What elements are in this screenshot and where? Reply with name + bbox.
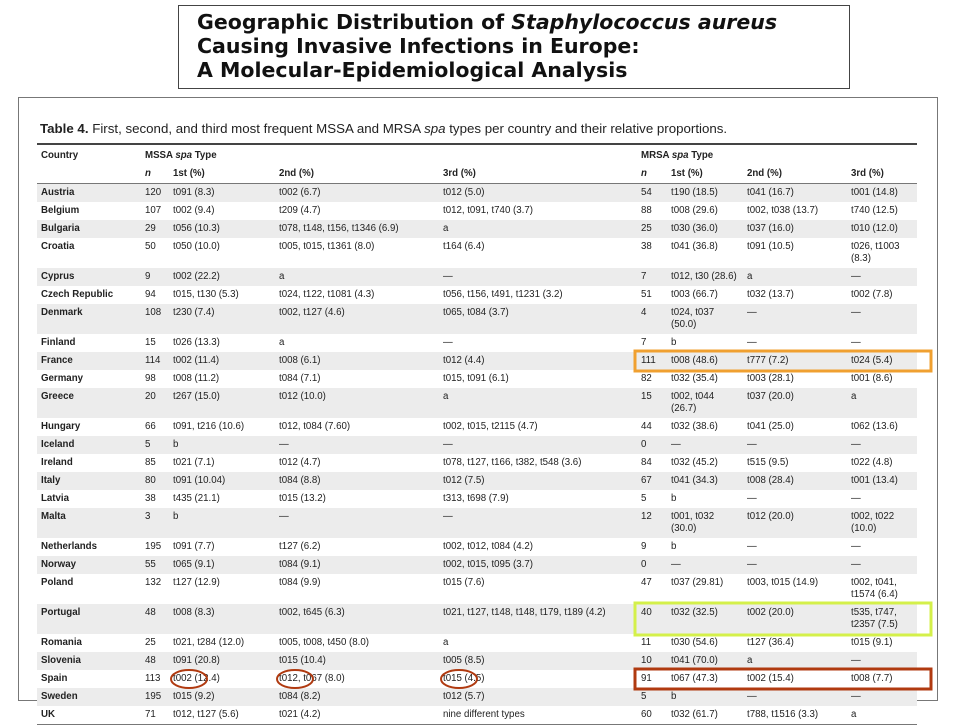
cell-country: Slovenia	[41, 655, 81, 666]
cell-mssa-2nd: t015 (13.2)	[279, 493, 326, 504]
cell-mrsa-1st: t032 (32.5)	[671, 607, 718, 618]
cell-mssa-3rd: a	[443, 391, 449, 402]
table-row	[37, 670, 917, 688]
cell-mssa-1st: t002 (9.4)	[173, 205, 215, 216]
cell-mssa-2nd: t021 (4.2)	[279, 709, 321, 720]
cell-mssa-1st: t015, t130 (5.3)	[173, 289, 239, 300]
subheader-mssa-n: n	[145, 168, 151, 179]
cell-country: Sweden	[41, 691, 78, 702]
cell-mssa-n: 85	[145, 457, 156, 468]
table-row	[37, 184, 917, 202]
table-row	[37, 688, 917, 706]
cell-country: Portugal	[41, 607, 81, 618]
cell-mrsa-n: 5	[641, 493, 647, 504]
cell-country: Czech Republic	[41, 289, 114, 300]
cell-mssa-n: 195	[145, 541, 162, 552]
cell-mrsa-3rd: t740 (12.5)	[851, 205, 898, 216]
cell-mssa-1st: t002 (22.2)	[173, 271, 220, 282]
title-line-2: Causing Invasive Infections in Europe:	[197, 34, 640, 58]
cell-country: Italy	[41, 475, 61, 486]
table-row	[37, 334, 917, 352]
cell-country: Germany	[41, 373, 83, 384]
cell-mssa-1st: t230 (7.4)	[173, 307, 215, 318]
cell-mrsa-1st: b	[671, 541, 677, 552]
cell-mssa-2nd: t015 (10.4)	[279, 655, 326, 666]
cell-mrsa-1st: b	[671, 691, 677, 702]
cell-mrsa-3rd: —	[851, 337, 861, 348]
cell-mrsa-3rd: a	[851, 391, 857, 402]
cell-mssa-1st: t435 (21.1)	[173, 493, 220, 504]
cell-country: Croatia	[41, 241, 75, 252]
cell-country: Latvia	[41, 493, 69, 504]
cell-mssa-2nd: t008 (6.1)	[279, 355, 321, 366]
cell-mssa-1st: t091 (10.04)	[173, 475, 226, 486]
table-row	[37, 286, 917, 304]
cell-mssa-2nd: —	[279, 511, 289, 522]
cell-mrsa-2nd: —	[747, 559, 757, 570]
cell-country: UK	[41, 709, 55, 720]
subheader-mssa-3rd: 3rd (%)	[443, 168, 476, 179]
cell-mssa-3rd: t002, t012, t084 (4.2)	[443, 541, 533, 552]
cell-country: Bulgaria	[41, 223, 80, 234]
cell-mrsa-n: 67	[641, 475, 652, 486]
cell-mrsa-2nd: t127 (36.4)	[747, 637, 794, 648]
cell-mrsa-3rd: t010 (12.0)	[851, 223, 898, 234]
cell-mrsa-3rd: t001 (14.8)	[851, 187, 898, 198]
cell-mrsa-3rd: t535, t747, t2357 (7.5)	[851, 607, 898, 630]
table-row	[37, 268, 917, 286]
table-row	[37, 352, 917, 370]
cell-mrsa-n: 91	[641, 673, 652, 684]
cell-mrsa-1st: t030 (54.6)	[671, 637, 718, 648]
cell-mssa-2nd: t084 (7.1)	[279, 373, 321, 384]
cell-mrsa-1st: t041 (34.3)	[671, 475, 718, 486]
cell-mrsa-n: 10	[641, 655, 652, 666]
cell-mrsa-n: 40	[641, 607, 652, 618]
cell-mssa-1st: t026 (13.3)	[173, 337, 220, 348]
cell-mssa-2nd: t012, t084 (7.60)	[279, 421, 351, 432]
cell-mssa-3rd: —	[443, 271, 453, 282]
table-row	[37, 472, 917, 490]
subheader-mrsa-n: n	[641, 168, 647, 179]
cell-country: Greece	[41, 391, 74, 402]
cell-mrsa-1st: t037 (29.81)	[671, 577, 724, 588]
table-caption	[40, 121, 727, 136]
cell-mssa-3rd: t012, t091, t740 (3.7)	[443, 205, 533, 216]
cell-mssa-3rd: —	[443, 439, 453, 450]
table-row	[37, 574, 917, 604]
cell-mrsa-3rd: —	[851, 493, 861, 504]
cell-mssa-3rd: a	[443, 223, 449, 234]
cell-mssa-3rd: t005 (8.5)	[443, 655, 485, 666]
cell-mssa-2nd: a	[279, 271, 285, 282]
cell-mrsa-2nd: t032 (13.7)	[747, 289, 794, 300]
cell-mrsa-n: 5	[641, 691, 647, 702]
cell-mrsa-2nd: —	[747, 307, 757, 318]
cell-mrsa-2nd: t777 (7.2)	[747, 355, 789, 366]
cell-mssa-n: 80	[145, 475, 156, 486]
cell-mssa-3rd: t012 (7.5)	[443, 475, 485, 486]
cell-mrsa-3rd: —	[851, 691, 861, 702]
cell-mssa-n: 108	[145, 307, 162, 318]
cell-country: Cyprus	[41, 271, 75, 282]
cell-country: Austria	[41, 187, 75, 198]
table-row	[37, 418, 917, 436]
cell-mssa-1st: t015 (9.2)	[173, 691, 215, 702]
cell-mssa-2nd: t209 (4.7)	[279, 205, 321, 216]
cell-mrsa-2nd: —	[747, 493, 757, 504]
cell-mssa-1st: t002 (11.4)	[173, 355, 220, 366]
cell-mrsa-1st: t012, t30 (28.6)	[671, 271, 737, 282]
cell-mssa-2nd: t012, t067 (8.0)	[279, 673, 345, 684]
header-mssa-group: MSSA spa Type	[145, 150, 217, 161]
cell-mssa-n: 55	[145, 559, 156, 570]
subheader-mrsa-1st: 1st (%)	[671, 168, 703, 179]
cell-mrsa-2nd: t041 (25.0)	[747, 421, 794, 432]
cell-mssa-1st: t056 (10.3)	[173, 223, 220, 234]
cell-mssa-3rd: t313, t698 (7.9)	[443, 493, 509, 504]
cell-mssa-3rd: t065, t084 (3.7)	[443, 307, 509, 318]
table-row	[37, 652, 917, 670]
table-row	[37, 220, 917, 238]
cell-mssa-1st: b	[173, 439, 179, 450]
table-row	[37, 604, 917, 634]
caption-pre: First, second, and third most frequent MSSA and MRSA	[92, 121, 425, 136]
cell-mssa-n: 132	[145, 577, 162, 588]
cell-mrsa-2nd: a	[747, 655, 753, 666]
cell-mrsa-1st: t190 (18.5)	[671, 187, 718, 198]
cell-mrsa-n: 60	[641, 709, 652, 720]
cell-mrsa-1st: b	[671, 337, 677, 348]
cell-mrsa-n: 44	[641, 421, 652, 432]
cell-mrsa-1st: t002, t044 (26.7)	[671, 391, 715, 414]
cell-mssa-1st: t267 (15.0)	[173, 391, 220, 402]
data-table	[37, 143, 917, 725]
subheader-mssa-2nd: 2nd (%)	[279, 168, 314, 179]
cell-country: Spain	[41, 673, 68, 684]
cell-mrsa-1st: t032 (35.4)	[671, 373, 718, 384]
subheader-mssa-1st: 1st (%)	[173, 168, 205, 179]
cell-mssa-1st: t091 (7.7)	[173, 541, 215, 552]
cell-mssa-n: 20	[145, 391, 156, 402]
header-country: Country	[41, 150, 79, 161]
cell-mssa-2nd: t084 (8.8)	[279, 475, 321, 486]
cell-mrsa-1st: t001, t032 (30.0)	[671, 511, 715, 534]
table-row	[37, 238, 917, 268]
cell-mssa-n: 107	[145, 205, 162, 216]
title-italic: Staphylococcus aureus	[511, 10, 778, 34]
cell-mrsa-n: 38	[641, 241, 652, 252]
paper-title-box	[178, 5, 850, 89]
cell-mrsa-2nd: t515 (9.5)	[747, 457, 789, 468]
cell-mssa-n: 9	[145, 271, 151, 282]
cell-mrsa-3rd: —	[851, 541, 861, 552]
table-row	[37, 538, 917, 556]
cell-mrsa-1st: t041 (70.0)	[671, 655, 718, 666]
cell-mssa-n: 25	[145, 637, 156, 648]
cell-mrsa-1st: b	[671, 493, 677, 504]
cell-mssa-2nd: t084 (9.9)	[279, 577, 321, 588]
cell-mrsa-2nd: —	[747, 541, 757, 552]
cell-mssa-2nd: t078, t148, t156, t1346 (6.9)	[279, 223, 399, 234]
subheader-mrsa-3rd: 3rd (%)	[851, 168, 884, 179]
cell-mssa-n: 48	[145, 655, 156, 666]
cell-mrsa-n: 51	[641, 289, 652, 300]
cell-mssa-3rd: —	[443, 337, 453, 348]
cell-mssa-3rd: t012 (4.4)	[443, 355, 485, 366]
cell-mssa-1st: t021, t284 (12.0)	[173, 637, 245, 648]
cell-mrsa-n: 88	[641, 205, 652, 216]
cell-mrsa-2nd: t091 (10.5)	[747, 241, 794, 252]
cell-mrsa-2nd: t037 (16.0)	[747, 223, 794, 234]
cell-mssa-3rd: t012 (5.7)	[443, 691, 485, 702]
cell-mrsa-2nd: t008 (28.4)	[747, 475, 794, 486]
title-line-1-pre: Geographic Distribution of	[197, 10, 512, 34]
table-row	[37, 304, 917, 334]
cell-mssa-2nd: t002, t645 (6.3)	[279, 607, 345, 618]
cell-mssa-n: 195	[145, 691, 162, 702]
table-row	[37, 706, 917, 724]
cell-mssa-2nd: t002 (6.7)	[279, 187, 321, 198]
cell-country: Ireland	[41, 457, 73, 468]
cell-mssa-n: 29	[145, 223, 156, 234]
cell-country: France	[41, 355, 73, 366]
table-row	[37, 490, 917, 508]
cell-mrsa-1st: t024, t037 (50.0)	[671, 307, 715, 330]
table-body	[37, 184, 917, 724]
cell-mrsa-3rd: t002, t022 (10.0)	[851, 511, 895, 534]
table-row	[37, 202, 917, 220]
cell-country: Hungary	[41, 421, 81, 432]
cell-mrsa-n: 84	[641, 457, 652, 468]
subheader-mrsa-2nd: 2nd (%)	[747, 168, 782, 179]
caption-italic: spa	[424, 121, 446, 136]
cell-mssa-3rd: t164 (6.4)	[443, 241, 485, 252]
cell-mrsa-3rd: —	[851, 559, 861, 570]
cell-mssa-1st: b	[173, 511, 179, 522]
caption-post: types per country and their relative proportions.	[445, 121, 728, 136]
cell-mssa-2nd: t084 (9.1)	[279, 559, 321, 570]
cell-mssa-2nd: a	[279, 337, 285, 348]
table-row	[37, 436, 917, 454]
cell-mssa-2nd: t024, t122, t1081 (4.3)	[279, 289, 375, 300]
cell-mrsa-n: 111	[641, 355, 656, 366]
cell-mssa-3rd: —	[443, 511, 453, 522]
cell-mssa-1st: t021 (7.1)	[173, 457, 215, 468]
cell-mrsa-2nd: —	[747, 691, 757, 702]
cell-country: Iceland	[41, 439, 75, 450]
cell-mrsa-1st: —	[671, 559, 681, 570]
cell-mssa-2nd: t012 (4.7)	[279, 457, 321, 468]
cell-mrsa-2nd: t003, t015 (14.9)	[747, 577, 819, 588]
table-row	[37, 370, 917, 388]
cell-mrsa-n: 7	[641, 271, 647, 282]
cell-mrsa-2nd: t037 (20.0)	[747, 391, 794, 402]
cell-mssa-n: 66	[145, 421, 156, 432]
cell-mrsa-3rd: t002 (7.8)	[851, 289, 893, 300]
cell-mrsa-n: 11	[641, 637, 652, 648]
cell-mrsa-3rd: t015 (9.1)	[851, 637, 893, 648]
cell-mssa-1st: t012, t127 (5.6)	[173, 709, 239, 720]
cell-mssa-2nd: t127 (6.2)	[279, 541, 321, 552]
cell-mrsa-n: 9	[641, 541, 647, 552]
cell-mssa-n: 50	[145, 241, 156, 252]
cell-mssa-n: 38	[145, 493, 156, 504]
cell-mrsa-n: 25	[641, 223, 652, 234]
cell-mrsa-n: 7	[641, 337, 647, 348]
cell-mssa-1st: t091 (8.3)	[173, 187, 215, 198]
cell-mrsa-3rd: t008 (7.7)	[851, 673, 893, 684]
cell-mrsa-3rd: t062 (13.6)	[851, 421, 898, 432]
cell-mssa-1st: t002 (12.4)	[173, 673, 220, 684]
cell-mrsa-3rd: —	[851, 655, 861, 666]
cell-mrsa-3rd: —	[851, 271, 861, 282]
table-row	[37, 556, 917, 574]
title-line-3: A Molecular-Epidemiological Analysis	[197, 58, 628, 82]
cell-mrsa-1st: t067 (47.3)	[671, 673, 718, 684]
cell-country: Malta	[41, 511, 66, 522]
cell-mssa-n: 48	[145, 607, 156, 618]
cell-mssa-n: 120	[145, 187, 162, 198]
cell-mrsa-3rd: a	[851, 709, 857, 720]
table-row	[37, 388, 917, 418]
cell-mssa-1st: t127 (12.9)	[173, 577, 220, 588]
cell-country: Belgium	[41, 205, 80, 216]
table-row	[37, 454, 917, 472]
cell-mrsa-n: 47	[641, 577, 652, 588]
cell-mrsa-n: 15	[641, 391, 652, 402]
cell-mssa-2nd: t005, t008, t450 (8.0)	[279, 637, 369, 648]
cell-country: Romania	[41, 637, 82, 648]
cell-mrsa-3rd: —	[851, 439, 861, 450]
cell-mssa-3rd: t002, t015, t2115 (4.7)	[443, 421, 538, 432]
cell-mrsa-2nd: t041 (16.7)	[747, 187, 794, 198]
title-line-1	[197, 10, 849, 34]
cell-mrsa-1st: t032 (38.6)	[671, 421, 718, 432]
cell-mssa-n: 113	[145, 673, 161, 684]
table-row	[37, 508, 917, 538]
cell-mrsa-3rd: t022 (4.8)	[851, 457, 893, 468]
cell-mssa-1st: t091, t216 (10.6)	[173, 421, 245, 432]
cell-mssa-n: 71	[145, 709, 156, 720]
cell-mrsa-3rd: t026, t1003 (8.3)	[851, 241, 900, 264]
cell-mrsa-1st: —	[671, 439, 681, 450]
cell-mssa-n: 3	[145, 511, 151, 522]
cell-mrsa-n: 54	[641, 187, 652, 198]
cell-mrsa-n: 0	[641, 559, 647, 570]
cell-mssa-3rd: t021, t127, t148, t148, t179, t189 (4.2)	[443, 607, 606, 618]
cell-mssa-3rd: t078, t127, t166, t382, t548 (3.6)	[443, 457, 582, 468]
cell-mssa-2nd: t005, t015, t1361 (8.0)	[279, 241, 375, 252]
cell-mssa-3rd: t015 (4.5)	[443, 673, 485, 684]
header-mrsa-group: MRSA spa Type	[641, 150, 714, 161]
cell-mrsa-3rd: t024 (5.4)	[851, 355, 893, 366]
cell-mssa-n: 15	[145, 337, 156, 348]
cell-mssa-1st: t065 (9.1)	[173, 559, 215, 570]
cell-mrsa-3rd: t002, t041, t1574 (6.4)	[851, 577, 898, 600]
table-row	[37, 634, 917, 652]
cell-mrsa-n: 12	[641, 511, 652, 522]
cell-mssa-1st: t050 (10.0)	[173, 241, 220, 252]
cell-mssa-1st: t008 (11.2)	[173, 373, 220, 384]
cell-mrsa-2nd: t002 (20.0)	[747, 607, 794, 618]
cell-mssa-2nd: t084 (8.2)	[279, 691, 321, 702]
cell-mssa-3rd: t015 (7.6)	[443, 577, 485, 588]
cell-mssa-2nd: —	[279, 439, 289, 450]
cell-mssa-1st: t091 (20.8)	[173, 655, 220, 666]
cell-country: Norway	[41, 559, 76, 570]
cell-country: Netherlands	[41, 541, 97, 552]
cell-mssa-3rd: a	[443, 637, 449, 648]
cell-mssa-2nd: t002, t127 (4.6)	[279, 307, 345, 318]
cell-mrsa-2nd: t003 (28.1)	[747, 373, 794, 384]
cell-mssa-3rd: nine different types	[443, 709, 525, 720]
cell-mrsa-3rd: t001 (8.6)	[851, 373, 893, 384]
cell-mrsa-n: 82	[641, 373, 652, 384]
cell-mrsa-2nd: a	[747, 271, 753, 282]
cell-mrsa-2nd: —	[747, 337, 757, 348]
cell-mssa-2nd: t012 (10.0)	[279, 391, 326, 402]
cell-mssa-n: 94	[145, 289, 156, 300]
cell-mrsa-2nd: —	[747, 439, 757, 450]
cell-country: Poland	[41, 577, 74, 588]
cell-country: Finland	[41, 337, 76, 348]
cell-mssa-3rd: t015, t091 (6.1)	[443, 373, 509, 384]
cell-mssa-n: 114	[145, 355, 161, 366]
cell-mrsa-1st: t032 (45.2)	[671, 457, 718, 468]
table-header-row	[37, 145, 917, 165]
cell-mssa-3rd: t012 (5.0)	[443, 187, 485, 198]
cell-mssa-n: 98	[145, 373, 156, 384]
cell-mrsa-2nd: t002, t038 (13.7)	[747, 205, 819, 216]
cell-mrsa-1st: t032 (61.7)	[671, 709, 718, 720]
cell-mrsa-n: 0	[641, 439, 647, 450]
cell-mrsa-2nd: t788, t1516 (3.3)	[747, 709, 819, 720]
cell-mrsa-1st: t008 (48.6)	[671, 355, 718, 366]
cell-mssa-3rd: t056, t156, t491, t1231 (3.2)	[443, 289, 563, 300]
cell-mrsa-1st: t041 (36.8)	[671, 241, 718, 252]
cell-mrsa-1st: t008 (29.6)	[671, 205, 718, 216]
cell-mssa-3rd: t002, t015, t095 (3.7)	[443, 559, 533, 570]
cell-mrsa-1st: t030 (36.0)	[671, 223, 718, 234]
cell-mrsa-2nd: t012 (20.0)	[747, 511, 794, 522]
cell-mrsa-2nd: t002 (15.4)	[747, 673, 794, 684]
cell-mrsa-1st: t003 (66.7)	[671, 289, 718, 300]
cell-mrsa-n: 4	[641, 307, 647, 318]
cell-country: Denmark	[41, 307, 83, 318]
cell-mrsa-3rd: —	[851, 307, 861, 318]
cell-mrsa-3rd: t001 (13.4)	[851, 475, 898, 486]
cell-mssa-n: 5	[145, 439, 151, 450]
cell-mssa-1st: t008 (8.3)	[173, 607, 215, 618]
table-subheader-row	[37, 165, 917, 184]
caption-label: Table 4.	[40, 121, 89, 136]
